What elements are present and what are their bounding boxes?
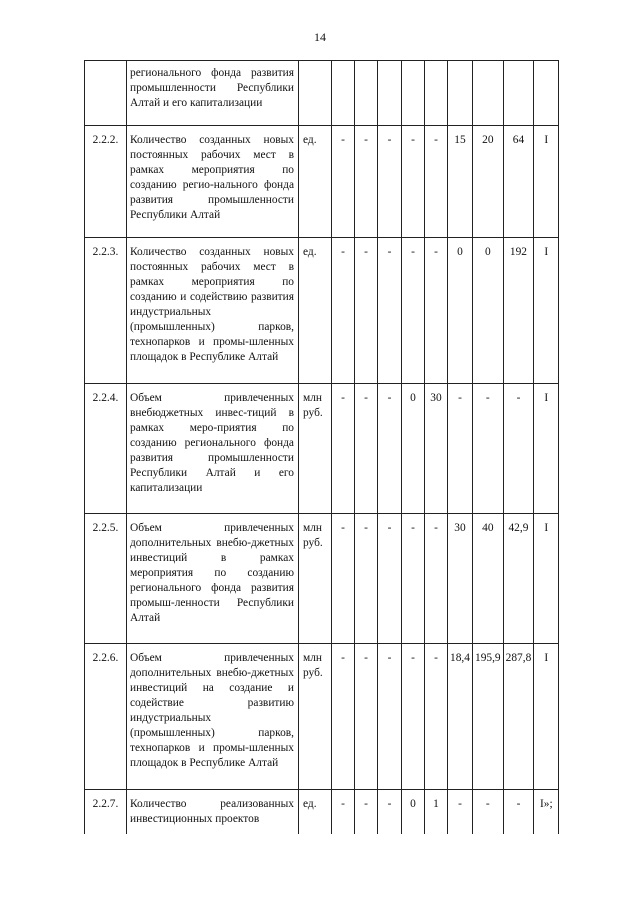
value-cell: [425, 61, 448, 126]
value-cell: -: [355, 514, 378, 644]
row-number: 2.2.7.: [85, 790, 127, 834]
value-cell: [402, 61, 425, 126]
value-cell: 1: [425, 790, 448, 834]
table-row: [85, 238, 559, 384]
row-number: 2.2.3.: [85, 238, 127, 384]
value-cell: 0: [402, 790, 425, 834]
unit-cell: млн руб.: [299, 514, 332, 644]
value-cell: I»;: [534, 790, 559, 834]
value-cell: I: [534, 514, 559, 644]
value-cell: -: [402, 514, 425, 644]
row-number: 2.2.6.: [85, 644, 127, 790]
table-row: [85, 384, 559, 514]
unit-cell: ед.: [299, 238, 332, 384]
table-row: [85, 514, 559, 644]
value-cell: 0: [473, 238, 504, 384]
value-cell: -: [378, 790, 402, 834]
value-cell: [355, 61, 378, 126]
value-cell: [473, 61, 504, 126]
value-cell: -: [425, 238, 448, 384]
unit-cell: млн руб.: [299, 644, 332, 790]
indicator-name: Количество созданных новых постоянных рабочих мест в рамках мероприятия по созданию и содействию развития индустриальных (промышленных) парков, технопарков и промы-шленных площадок в Республике Алтай: [127, 238, 299, 384]
value-cell: -: [355, 790, 378, 834]
indicator-name: Объем привлеченных дополнительных внебю-джетных инвестиций в рамках мероприятия по созданию регионального фонда развития промыш-ленности Республики Алтай: [127, 514, 299, 644]
row-number: 2.2.2.: [85, 126, 127, 238]
indicator-name: Количество реализованных инвестиционных проектов: [127, 790, 299, 834]
value-cell: -: [473, 790, 504, 834]
indicator-name: регионального фонда развития промышленности Республики Алтай и его капитализации: [127, 61, 299, 126]
unit-cell: ед.: [299, 790, 332, 834]
value-cell: 287,8: [503, 644, 534, 790]
unit-cell: млн руб.: [299, 384, 332, 514]
value-cell: I: [534, 644, 559, 790]
value-cell: 0: [402, 384, 425, 514]
value-cell: [378, 61, 402, 126]
value-cell: 0: [448, 238, 473, 384]
value-cell: -: [332, 790, 355, 834]
value-cell: -: [332, 126, 355, 238]
value-cell: -: [448, 384, 473, 514]
value-cell: -: [402, 644, 425, 790]
value-cell: 192: [503, 238, 534, 384]
value-cell: -: [332, 384, 355, 514]
table-row: [85, 790, 559, 834]
table-row: [85, 61, 559, 126]
value-cell: -: [378, 514, 402, 644]
unit-cell: [299, 61, 332, 126]
value-cell: -: [355, 126, 378, 238]
row-number: [85, 61, 127, 126]
value-cell: -: [402, 126, 425, 238]
value-cell: -: [448, 790, 473, 834]
value-cell: I: [534, 126, 559, 238]
value-cell: -: [378, 384, 402, 514]
value-cell: [448, 61, 473, 126]
value-cell: 15: [448, 126, 473, 238]
value-cell: -: [332, 644, 355, 790]
value-cell: I: [534, 384, 559, 514]
value-cell: 20: [473, 126, 504, 238]
value-cell: 18,4: [448, 644, 473, 790]
indicator-name: Количество созданных новых постоянных рабочих мест в рамках мероприятия по созданию регио-нального фонда развития промышленности Республики Алтай: [127, 126, 299, 238]
value-cell: 64: [503, 126, 534, 238]
value-cell: -: [402, 238, 425, 384]
unit-cell: ед.: [299, 126, 332, 238]
row-number: 2.2.4.: [85, 384, 127, 514]
table-row: [85, 126, 559, 238]
value-cell: -: [473, 384, 504, 514]
table-row: [85, 644, 559, 790]
value-cell: -: [425, 644, 448, 790]
indicator-table: [84, 60, 559, 834]
value-cell: 30: [448, 514, 473, 644]
value-cell: -: [378, 238, 402, 384]
page-number: 14: [314, 30, 326, 44]
value-cell: [503, 61, 534, 126]
table-body: [85, 61, 559, 834]
value-cell: -: [355, 238, 378, 384]
value-cell: -: [378, 126, 402, 238]
value-cell: [332, 61, 355, 126]
indicator-name: Объем привлеченных дополнительных внебю-джетных инвестиций на создание и содействие развитию индустриальных (промышленных) парков, технопарков и промы-шленных площадок в Республике Алтай: [127, 644, 299, 790]
value-cell: -: [332, 238, 355, 384]
value-cell: -: [425, 514, 448, 644]
value-cell: 30: [425, 384, 448, 514]
row-number: 2.2.5.: [85, 514, 127, 644]
value-cell: 195,9: [473, 644, 504, 790]
value-cell: I: [534, 238, 559, 384]
value-cell: -: [425, 126, 448, 238]
value-cell: 42,9: [503, 514, 534, 644]
value-cell: 40: [473, 514, 504, 644]
value-cell: -: [355, 384, 378, 514]
value-cell: -: [332, 514, 355, 644]
value-cell: -: [378, 644, 402, 790]
value-cell: -: [503, 384, 534, 514]
value-cell: -: [355, 644, 378, 790]
value-cell: [534, 61, 559, 126]
indicator-name: Объем привлеченных внебюджетных инвес-тиций в рамках меро-приятия по созданию регионального фонда развития промышленности Республики Алтай и его капитализации: [127, 384, 299, 514]
value-cell: -: [503, 790, 534, 834]
